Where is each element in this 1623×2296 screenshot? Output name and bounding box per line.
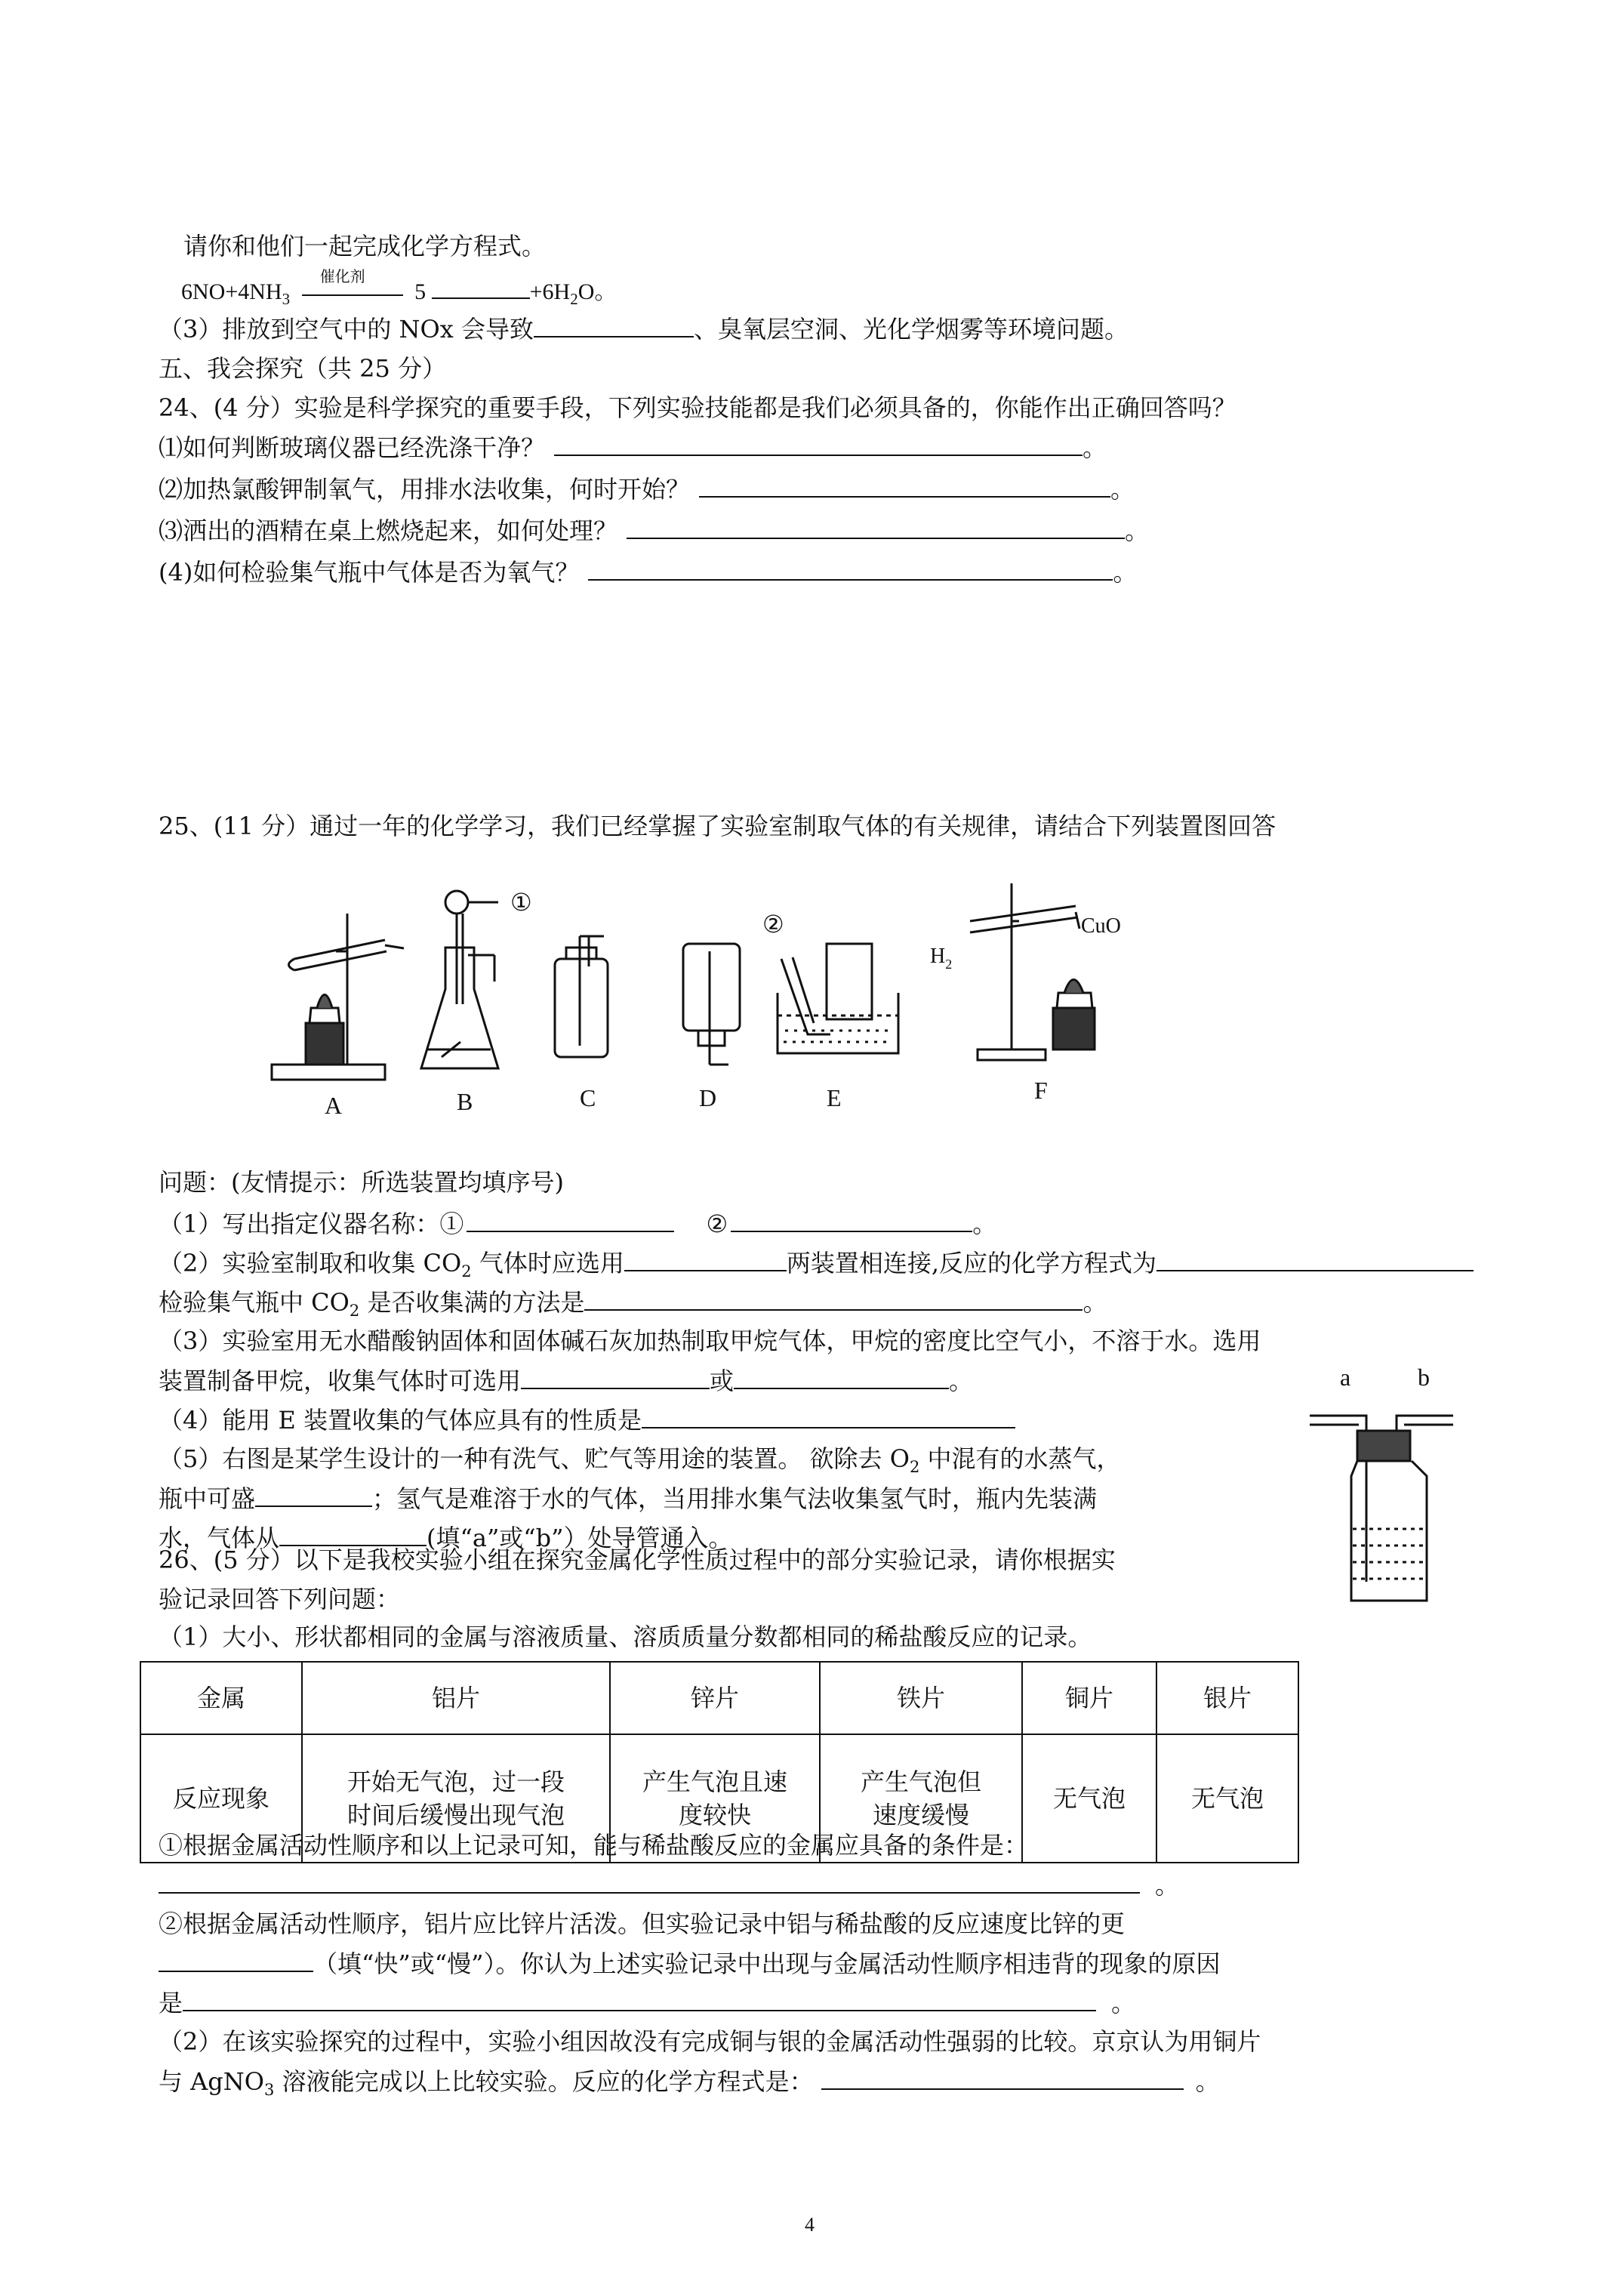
q25-p5-c xyxy=(159,1483,1097,1514)
q3-text-end: 、臭氧层空洞、光化学烟雾等环境问题。 xyxy=(694,315,1129,344)
apparatus-c-icon xyxy=(555,936,608,1057)
q25-p5 xyxy=(159,1444,1121,1482)
marker-2: ② xyxy=(762,911,784,938)
marker-1: ① xyxy=(510,889,532,916)
q24-item-4 xyxy=(159,556,1137,587)
q25-p3-end: 。 xyxy=(949,1367,974,1395)
q26-p1: （1）大小、形状都相同的金属与溶液质量、溶质质量分数都相同的稀盐酸反应的记录。 xyxy=(159,1623,1092,1651)
q25-p4 xyxy=(159,1404,1015,1435)
page-number: 4 xyxy=(805,2214,815,2236)
q24-end-2: 。 xyxy=(1110,475,1135,504)
cell-line: 产生气泡但 xyxy=(860,1767,981,1796)
cell-line: 产生气泡且速 xyxy=(642,1767,787,1796)
eq-coefficient: 5 xyxy=(414,279,427,304)
q25-p2-blank-3 xyxy=(584,1287,1083,1311)
q26-s1-end: 。 xyxy=(1155,1871,1180,1900)
q26-p2-c-text: 溶液能完成以上比较实验。反应的化学方程式是： xyxy=(274,2067,814,2096)
q25-p2 xyxy=(159,1247,1474,1287)
eq-right: +6H xyxy=(529,279,571,304)
cuo-label: CuO xyxy=(1081,914,1121,938)
q24-blank-2 xyxy=(699,473,1110,498)
q24-blank-1 xyxy=(554,432,1083,456)
eq-right-end: O。 xyxy=(577,279,617,304)
q25-p2-blank-2 xyxy=(1156,1247,1474,1271)
q25-p2-text: （2）实验室制取和收集 CO xyxy=(159,1249,462,1277)
apparatus-figure xyxy=(264,876,1170,1125)
q24-blank-4 xyxy=(588,556,1113,581)
q25-p5-blank-2 xyxy=(279,1522,427,1546)
q25-p5-c-text: 瓶中可盛 xyxy=(159,1484,256,1513)
q25-p1-end: 。 xyxy=(972,1210,997,1238)
table-cell: 无气泡 xyxy=(1022,1734,1156,1863)
q24-end-3: 。 xyxy=(1125,516,1150,545)
q25-p5-d-text: ；氢气是难溶于水的气体，当用排水集气法收集氢气时，瓶内先装满 xyxy=(372,1484,1098,1513)
apparatus-b-icon xyxy=(421,891,498,1068)
q25-p4-blank xyxy=(642,1404,1015,1428)
q25-p5-sub: 2 xyxy=(909,1458,920,1476)
q25-p3-b xyxy=(159,1365,973,1396)
q25-p2-check-text: 检验集气瓶中 CO xyxy=(159,1288,350,1317)
q25-p5-text: （5）右图是某学生设计的一种有洗气、贮气等用途的装置。 欲除去 O xyxy=(159,1444,910,1473)
eq-right-sub: 2 xyxy=(570,290,578,308)
q26-s2-b xyxy=(159,1948,1220,1979)
bottle-label-b: b xyxy=(1418,1364,1430,1391)
q24-end-1: 。 xyxy=(1083,433,1107,462)
q25-p2-blank-1 xyxy=(624,1247,787,1271)
table-cell: 铁片 xyxy=(820,1662,1022,1734)
q25-p1-text: （1）写出指定仪器名称：① xyxy=(159,1210,464,1238)
q3-line xyxy=(159,313,1129,344)
q25-p5-text-b: 中混有的水蒸气， xyxy=(919,1444,1121,1473)
apparatus-e-icon xyxy=(778,944,898,1053)
q24-item-3-text: ⑶洒出的酒精在桌上燃烧起来，如何处理？ xyxy=(159,516,618,545)
q26-s2-blank-1 xyxy=(159,1948,313,1972)
label-a: A xyxy=(325,1092,343,1119)
q25-p4-text: （4）能用 E 装置收集的气体应具有的性质是 xyxy=(159,1406,642,1435)
q3-blank xyxy=(534,313,694,337)
table-cell: 锌片 xyxy=(610,1662,820,1734)
apparatus-a-icon xyxy=(272,914,404,1080)
equation-line xyxy=(181,267,617,314)
q25-p2-end: 。 xyxy=(1083,1288,1107,1317)
q26-p2: （2）在该实验探究的过程中，实验小组因故没有完成铜与银的金属活动性强弱的比较。京京认为用铜片 xyxy=(159,2027,1261,2056)
table-cell: 铝片 xyxy=(302,1662,610,1734)
q25-p1-marker: ② xyxy=(706,1210,728,1238)
q25-p3: （3）实验室用无水醋酸钠固体和固体碱石灰加热制取甲烷气体，甲烷的密度比空气小，不溶于水。选用 xyxy=(159,1327,1261,1355)
q24-item-1 xyxy=(159,432,1107,463)
q25-p1-blank-2 xyxy=(731,1208,972,1232)
q25-p2-check xyxy=(159,1287,1107,1326)
q26-s2-b-text: （填“快”或“慢”）。你认为上述实验记录中出现与金属活动性顺序相违背的现象的原因 xyxy=(313,1949,1221,1978)
q24-item-3 xyxy=(159,515,1149,546)
q26-p2-sub: 3 xyxy=(264,2081,275,2099)
q26-p2-b-text: 与 AgNO xyxy=(159,2067,265,2096)
q25-head: 25、(11 分）通过一年的化学学习，我们已经掌握了实验室制取气体的有关规律，请结合下列装置图回答 xyxy=(159,812,1277,840)
table-cell: 银片 xyxy=(1156,1662,1298,1734)
catalyst-label: 催化剂 xyxy=(319,267,365,285)
q26-s2-blank-2 xyxy=(183,1987,1096,2011)
q26-s2-c xyxy=(159,1987,1135,2018)
q26-s2: ②根据金属活动性顺序，铝片应比锌片活泼。但实验记录中铝与稀盐酸的反应速度比锌的更 xyxy=(159,1909,1126,1938)
q25-p5-f-text: (填“a”或“b”）处导管通入。 xyxy=(427,1524,733,1552)
q25-p3-blank-1 xyxy=(521,1365,710,1389)
table-cell: 反应现象 xyxy=(140,1734,302,1863)
q3-text: （3）排放到空气中的 NOx 会导致 xyxy=(159,315,534,344)
q25-p5-e-text: 水，气体从 xyxy=(159,1524,280,1552)
q26-s2-end: 。 xyxy=(1111,1989,1136,2017)
q25-p2-text-c: 两装置相连接,反应的化学方程式为 xyxy=(786,1249,1157,1277)
bottle-label-a: a xyxy=(1340,1364,1351,1391)
label-c: C xyxy=(580,1084,596,1111)
q25-hint: 问题：(友情提示：所选装置均填序号) xyxy=(159,1168,564,1197)
q25-p3-b-text: 装置制备甲烷，收集气体时可选用 xyxy=(159,1367,522,1395)
label-e: E xyxy=(827,1084,842,1111)
label-f: F xyxy=(1034,1077,1048,1104)
q26-p2-b xyxy=(159,2066,1220,2105)
q26-s1-answer xyxy=(159,1869,1179,1900)
q24-head: 24、(4 分）实验是科学探究的重要手段，下列实验技能都是我们必须具备的，你能作出正确回答吗？ xyxy=(159,393,1236,422)
cell-line: 度较快 xyxy=(678,1801,751,1829)
q24-blank-3 xyxy=(627,515,1125,539)
h2-label: $H_2$ xyxy=(930,945,953,972)
apparatus-f-icon xyxy=(970,883,1095,1060)
wash-bottle-figure xyxy=(1298,1355,1495,1612)
q25-p2-sub: 2 xyxy=(461,1262,472,1281)
cell-line: 时间后缓慢出现气泡 xyxy=(346,1801,565,1829)
section-title: 五、我会探究（共 25 分） xyxy=(159,354,447,383)
q25-p2-check-text-b: 是否收集满的方法是 xyxy=(359,1288,585,1317)
table-cell: 无气泡 xyxy=(1156,1734,1298,1863)
q25-p3-or: 或 xyxy=(710,1367,735,1395)
q24-item-2-text: ⑵加热氯酸钾制氧气，用排水法收集，何时开始？ xyxy=(159,475,691,504)
q25-p5-blank-1 xyxy=(255,1483,372,1507)
eq-left-sub: 3 xyxy=(282,290,291,308)
q26-p2-end: 。 xyxy=(1195,2067,1220,2096)
table-cell: 金属 xyxy=(140,1662,302,1734)
q24-item-4-text: (4)如何检验集气瓶中气体是否为氧气？ xyxy=(159,558,580,587)
q26-s2-c-text: 是 xyxy=(159,1989,183,2017)
q25-p1-blank-1 xyxy=(467,1208,674,1232)
label-d: D xyxy=(699,1084,717,1111)
q26-s1: ①根据金属活动性顺序和以上记录可知，能与稀盐酸反应的金属应具备的条件是： xyxy=(159,1831,1029,1860)
cell-line: 开始无气泡，过一段 xyxy=(346,1767,565,1796)
instruction-line: 请你和他们一起完成化学方程式。 xyxy=(183,232,547,260)
table-row xyxy=(140,1662,1298,1734)
q24-end-4: 。 xyxy=(1113,558,1138,587)
q26-p2-blank xyxy=(821,2066,1184,2090)
q24-item-2 xyxy=(159,473,1135,504)
cell-line: 速度缓慢 xyxy=(872,1801,969,1829)
q25-p3-blank-2 xyxy=(734,1365,949,1389)
q24-item-1-text: ⑴如何判断玻璃仪器已经洗涤干净？ xyxy=(159,433,546,462)
catalyst-arrow xyxy=(296,267,409,299)
q25-p1 xyxy=(159,1208,996,1239)
table-cell: 铜片 xyxy=(1022,1662,1156,1734)
apparatus-d-icon xyxy=(683,944,740,1065)
q26-head-b: 验记录回答下列问题： xyxy=(159,1585,401,1613)
q25-p2-check-sub: 2 xyxy=(349,1302,360,1320)
label-b: B xyxy=(457,1088,473,1115)
eq-blank xyxy=(432,275,530,299)
q26-s1-blank xyxy=(159,1869,1140,1894)
q26-head: 26、(5 分）以下是我校实验小组在探究金属化学性质过程中的部分实验记录，请你根据实 xyxy=(159,1546,1116,1574)
eq-left: 6NO+4NH xyxy=(181,279,282,304)
q25-p2-text-b: 气体时应选用 xyxy=(471,1249,624,1277)
